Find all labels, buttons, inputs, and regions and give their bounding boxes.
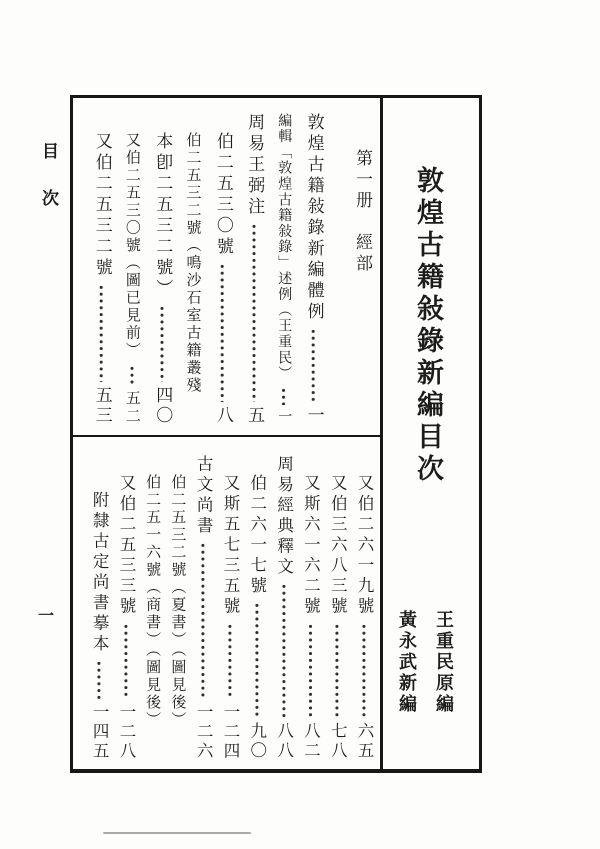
entry-title: 伯二五三〇號 [213,132,233,258]
margin-label-toc: 目次 [39,142,58,236]
toc-entry [328,455,346,761]
editors [383,610,457,715]
dot-leader [124,365,140,387]
toc-entry [169,455,185,761]
entry-page-number: 七八 [328,722,348,761]
dot-leader [302,623,320,719]
toc-section-upper [73,98,383,437]
toc-entry [248,455,266,761]
toc-entry [117,455,135,761]
entry-title: 本卽二五三二號） [153,132,173,300]
entry-page-number: 四〇 [153,386,173,426]
toc-entry [124,113,140,426]
content-frame [70,95,482,773]
entry-title: 又伯二五三〇號（圖已見前） [123,132,140,360]
scan-artifact [103,832,251,834]
dot-leader [213,263,231,402]
entry-page-number: 一 [276,409,292,426]
entry-title: 第一册 經部 [353,149,372,275]
entry-title: 又斯六一六二號 [301,474,321,618]
toc-entry [194,455,212,761]
book-title: 敦煌古籍敍錄新編目次 [413,166,443,486]
entry-title: 周易王弼注 [245,113,265,218]
entry-page-number: 九〇 [247,722,267,761]
toc-section-lower [73,437,383,769]
toc-entry [355,455,373,761]
entry-title: 伯二五三二號（鳴沙石室古籍叢殘 [184,132,201,395]
entry-page-number: 五三 [92,386,112,426]
entry-title: 伯二五一六號（商書）（圖見後） [144,474,161,729]
dot-leader [194,542,212,699]
entry-title: 又伯二六一九號 [355,474,374,618]
dot-leader [245,223,263,402]
dot-leader [221,623,239,699]
dot-leader [153,305,171,382]
toc-entry [353,113,371,426]
dot-leader [92,284,110,382]
editor-original: 王重民原編 [434,610,454,715]
dot-leader [328,623,346,719]
title-panel [380,98,479,769]
toc-entry [275,455,293,761]
entry-title: 又伯二五三三號 [116,474,136,618]
entry-title: 伯二五三二號（夏書）（圖見後） [169,474,186,729]
toc-entry [213,113,231,426]
entry-title: 敦煌古籍敍錄新編體例 [304,113,324,323]
entry-page-number: 一二六 [194,702,214,761]
toc-entry [92,113,110,426]
toc-entry [184,113,200,426]
toc-content [73,98,383,769]
entry-page-number: 八 [213,406,233,426]
entry-title: 編輯「敦煌古籍敍錄」述例（王重民） [276,113,292,382]
toc-entry [90,455,108,761]
toc-entry [276,113,291,426]
entry-page-number: 六五 [355,722,374,761]
entry-title: 周易經典釋文 [274,455,294,578]
entry-title: 又斯五七三五號 [220,474,240,618]
entry-page-number: 一二四 [220,702,240,761]
entry-title: 附隸古定尚書摹本 [90,491,110,655]
toc-entry [221,455,239,761]
dot-leader [355,623,373,719]
toc-entry [245,113,263,426]
entry-page-number: 五二 [123,390,140,426]
toc-entry [144,455,160,761]
toc-entry [302,455,320,761]
entry-page-number: 一 [304,406,324,426]
dot-leader [117,623,135,699]
editor-new: 黃永武新編 [397,610,417,715]
entry-title: 又伯三六八三號 [328,474,348,618]
entry-page-number: 五 [245,406,265,426]
toc-entry [304,113,322,426]
entry-title: 又伯二五三二號 [92,132,112,279]
entry-title: 伯二六一七號 [247,474,267,597]
entry-title: 古文尚書 [194,455,214,537]
entry-page-number: 八八 [274,722,294,761]
dot-leader [248,602,266,718]
entry-page-number: 八二 [301,722,321,761]
entry-page-number: 一二八 [116,702,136,761]
dot-leader [90,660,108,699]
dot-leader [275,583,293,718]
entry-page-number: 一四五 [90,702,110,761]
toc-entry [153,113,171,426]
folio-page-number: 一 [38,608,55,625]
dot-leader [276,387,291,405]
dot-leader [304,328,322,402]
